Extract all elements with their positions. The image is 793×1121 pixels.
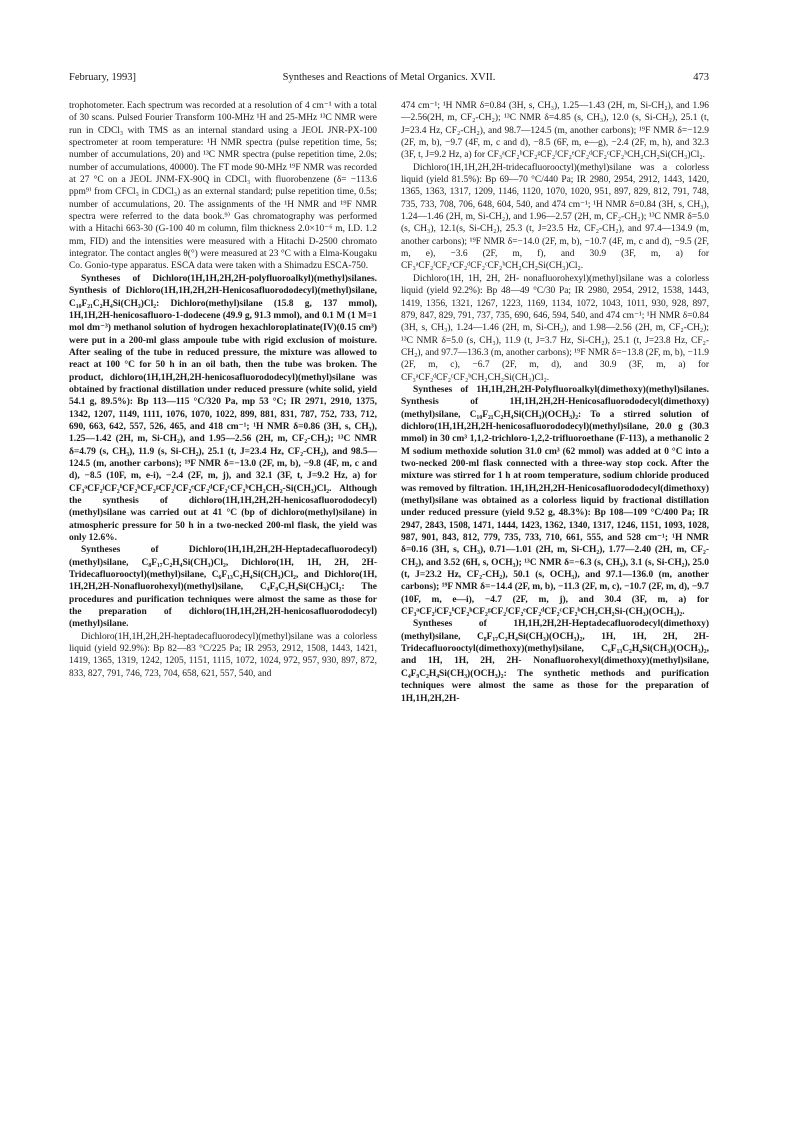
paragraph-dichloro-syntheses-series: Syntheses of Dichloro(1H,1H,2H,2H-Heptadecafluorodecyl)(methyl)silane, C₈F₁₇C₂H₄Si(CH₃)Cl₂, Dichloro(1H, 1H, 2H, 2H- Tridecafluorooctyl)(methyl)silane, C₆F₁₃C₂H₄Si(CH₃)Cl₂, and Dichloro(1H, 1H,2H,2H-Nonafluorohexyl)(methyl)silane, C₄F₉C₂H₄Si(CH₃)Cl₂: The procedures and purification techniques were almost the same as those for the preparation of dichloro(1H,1H,2H,2H-henicosafluorododecyl)(methyl)silane. xyxy=(69,545,377,630)
paragraph-nonafluorohexyl: Dichloro(1H, 1H, 2H, 2H- nonafluorohexyl)(methyl)silane was a colorless liquid (yield 92.2%): Bp 48—49 °C/30 Pa; IR 2980, 2954, 2912, 1538, 1443, 1419, 1356, 1321, 1267, 1223, 1169, 1134, 1072, 1043, 1011, 930, 928, 897, 879, 847, 829, 791, 737, 735, 690, 646, 594, 540, and 474 cm⁻¹; ¹H NMR δ=0.84 (3H, s, CH₃), 1.24—1.46 (2H, m, Si-CH₂), and 1.98—2.56 (2H, m, CF₂-CH₂); ¹³C NMR δ=5.0 (s, CH₃), 11.9 (t, J=3.7 Hz, Si-CH₂), 25.1 (t, J=23.8 Hz, CF₂-CH₂), and 97.7—136.3 (m, another carbons); ¹⁹F NMR δ=−13.8 (2F, m, b), −11.9 (2F, m, c), −6.7 (2F, m, d), and 30.9 (3F, m, a) for CF₃ᵃCF₂ᵈCF₂ᶜCF₂ᵇCH₂CH₂Si(CH₃)Cl₂. xyxy=(401,273,709,383)
header-title: Syntheses and Reactions of Metal Organics. XVII. xyxy=(282,72,496,83)
right-column xyxy=(401,100,709,705)
paragraph-dimethoxy-synthesis: Syntheses of 1H,1H,2H,2H-Polyfluoroalkyl(dimethoxy)(methyl)silanes. Synthesis of 1H,1H,2H,2H-Henicosafluorododecyl(dimethoxy)(methyl)silane, C₁₀F₂₁C₂H₄Si(CH₃)(OCH₃)₂: To a stirred solution of dichloro(1H,1H,2H,2H-henicosafluorododecyl)(methyl)silane, 20.0 g (30.3 mmol) in 30 cm³ 1,1,2-trichloro-1,2,2-trifluoroethane (F-113), a methanolic 2 M sodium methoxide solution 31.0 cm³ (62 mmol) was added at 0 °C into a two-necked 200-ml flask connected with a three-way stop cock. After the mixture was stirred for 1 h at room temperature, sodium chloride produced was removed by filtration. 1H,1H,2H,2H-Henicosafluorododecyl(dimethoxy)(methyl)silane was obtained as a colorless liquid by fractional distillation under reduced pressure (yield 9.52 g, 48.3%): Bp 108—109 °C/400 Pa; IR 2947, 2843, 1508, 1471, 1444, 1423, 1362, 1340, 1317, 1246, 1151, 1093, 1028, 987, 901, 843, 812, 779, 735, 733, 710, 661, 555, and 528 cm⁻¹; ¹H NMR δ=0.16 (3H, s, CH₃), 0.71—1.01 (2H, m, Si-CH₂), 1.77—2.40 (2H, m, CF₂-CH₂), and 3.52 (6H, s, OCH₃); ¹³C NMR δ=−6.3 (s, CH₃), 3.1 (s, Si-CH₂), 25.0 (t, J=23.2 Hz, CF₂-CH₂), 50.1 (s, OCH₃), and 97.1—136.0 (m, another carbons); ¹⁹F NMR δ=−14.4 (2F, m, b), −11.3 (2F, m, c), −10.7 (2F, m, d), −9.7 (10F, m, e—i), −4.7 (2F, m, j), and 30.4 (3F, m, a) for CF₃ᵃCF₂ʲCF₂ⁱCF₂ʰCF₂ᵍCF₂ᶠCF₂ᵉCF₂ᵈCF₂ᶜCF₂ᵇCH₂CH₂Si-(CH₃)(OCH₃)₂. xyxy=(401,384,709,618)
paragraph-heptadecafluorodecyl-cont: 474 cm⁻¹; ¹H NMR δ=0.84 (3H, s, CH₃), 1.25—1.43 (2H, m, Si-CH₂), and 1.96—2.56(2H, m, CF₂-CH₂); ¹³C NMR δ=4.85 (s, CH₃), 12.0 (s, Si-CH₂), 25.1 (t, J=23.4 Hz, CF₂-CH₂), and 98.7—124.5 (m, another carbons); ¹⁹F NMR δ=−12.9 (2F, m, b), −9.7 (4F, m, c and d), −8.5 (6F, m, e—g), −2.4 (2F, m, h), and 32.3 (3F, t, J=9.2 Hz, a) for CF₃ᵃCF₂ʰCF₂ᵍCF₂ᶠCF₂ᵉCF₂ᵈCF₂ᶜCF₂ᵇCH₂CH₂Si(CH₃)Cl₂. xyxy=(401,101,709,161)
paragraph-dimethoxy-syntheses-series: Syntheses of 1H,1H,2H,2H-Heptadecafluorodecyl(dimethoxy)(methyl)silane, C₈F₁₇C₂H₄Si(CH₃)(OCH₃)₂, 1H, 1H, 2H, 2H- Tridecafluorooctyl(dimethoxy)(methyl)silane, C₆F₁₃C₂H₄Si(CH₃)(OCH₃)₂, and 1H, 1H, 2H, 2H- Nonafluorohexyl(dimethoxy)(methyl)silane, C₄F₉C₂H₄Si(CH₃)(OCH₃)₂: The synthetic methods and purification techniques were almost the same as those for the preparation of 1H,1H,2H,2H- xyxy=(401,619,709,704)
paragraph-dichloro-synthesis: Syntheses of Dichloro(1H,1H,2H,2H-polyfluoroalkyl)(methyl)silanes. Synthesis of Dichloro(1H,1H,2H,2H-Henicosafluorododecyl)(methyl)silane, C₁₀F₂₁C₂H₄Si(CH₃)Cl₂: Dichloro(methyl)silane (15.8 g, 137 mmol), 1H,1H,2H-henicosafluoro-1-dodecene (49.9 g, 91.3 mmol), and 0.1 M (1 M=1 mol dm⁻³) methanol solution of hydrogen hexachloroplatinate(IV)(0.15 cm³) were put in a 200-ml glass ampoule tube with rigid exclusion of moisture. After sealing of the tube in reduced pressure, the mixture was allowed to react at 100 °C for 50 h in an oil bath, then the tube was broken. The product, dichloro(1H,1H,2H,2H-henicosafluorododecyl)(methyl)silane was obtained by fractional distillation under reduced pressure (white solid, yield 54.1 g, 89.5%): Bp 113—115 °C/320 Pa, mp 53 °C; IR 2971, 2910, 1375, 1342, 1207, 1149, 1111, 1076, 1070, 1022, 899, 881, 831, 787, 752, 733, 712, 690, 663, 642, 557, 526, 465, and 418 cm⁻¹; ¹H NMR δ=0.86 (3H, s, CH₃), 1.25—1.42 (2H, m, Si-CH₂), and 1.95—2.56 (2H, m, CF₂-CH₂); ¹³C NMR δ=4.79 (s, CH₃), 11.9 (s, Si-CH₂), 25.1 (t, J=23.4 Hz, CF₂-CH₂), and 98.5—124.5 (m, another carbons); ¹⁹F NMR δ=−13.0 (2F, m, b), −9.8 (4F, m, c and d), −8.5 (10F, m, e-i), −2.4 (2F, m, j), and 32.1 (3F, t, J=9.2 Hz, a) for CF₃ᵃCF₂ʲCF₂ⁱCF₂ʰCF₂ᵍCF₂ᶠCF₂ᵉCF₂ᵈCF₂ᶜCF₂ᵇCH₂CH₂-Si(CH₃)Cl₂. Although the synthesis of dichloro(1H,1H,2H,2H-henicosafluorododecyl)(methyl)silane was carried out at 41 °C (bp of dichloro(methyl)silane) in atmospheric pressure for 50 h in a two-necked 200-ml flask, the yield was only 12.6%. xyxy=(69,273,377,544)
header-date: February, 1993] xyxy=(69,72,136,83)
paragraph-tridecafluorooctyl: Dichloro(1H,1H,2H,2H-tridecafluorooctyl)(methyl)silane was a colorless liquid (yield 81.5%): Bp 69—70 °C/440 Pa; IR 2980, 2954, 2912, 1443, 1420, 1365, 1363, 1317, 1209, 1146, 1120, 1070, 1020, 951, 897, 829, 812, 791, 748, 735, 733, 708, 706, 648, 604, 540, and 474 cm⁻¹; ¹H NMR δ=0.84 (3H, s, CH₃), 1.24—1.46 (2H, m, Si-CH₂), and 1.96—2.57 (2H, m, CF₂-CH₂); ¹³C NMR δ=5.0 (s, CH₃), 12.1(s, Si-CH₂), 25.3 (t, J=23.5 Hz, CF₂-CH₂), and 97.4—134.9 (m, another carbons); ¹⁹F NMR δ=−14.0 (2F, m, b), −10.7 (4F, m, c and d), −9.5 (2F, m, e), −3.6 (2F, m, f), and 30.9 (3F, m, a) for CF₃ᵃCF₂ᶠCF₂ᵉCF₂ᵈCF₂ᶜCF₂ᵇCH₂CH₂Si(CH₃)Cl₂. xyxy=(401,162,709,272)
running-header xyxy=(69,72,709,88)
paragraph-heptadecafluorodecyl: Dichloro(1H,1H,2H,2H-heptadecafluorodecyl)(methyl)silane was a colorless liquid (yield 92.9%): Bp 82—83 °C/225 Pa; IR 2953, 2912, 1508, 1443, 1421, 1419, 1365, 1319, 1242, 1205, 1151, 1115, 1072, 1024, 972, 957, 930, 897, 872, 833, 827, 791, 746, 723, 704, 658, 621, 557, 540, and xyxy=(69,631,377,679)
page-number: 473 xyxy=(693,72,709,83)
paragraph-instrumentation: trophotometer. Each spectrum was recorded at a resolution of 4 cm⁻¹ with a total of 30 scans. Pulsed Fourier Transform 100-MHz ¹H and 25-MHz ¹³C NMR were run in CDCl₃ with TMS as an internal standard using a JEOL JNR-PX-100 spectrometer at room temperature: ¹H NMR spectra (pulse repetition time, 5s; number of accumulations, 20) and ¹³C NMR spectra (pulse repetition time, 2.0s; number of accumulations, 40000). The FT mode 90-MHz ¹⁹F NMR was recorded at 27 °C on a JEOL JNM-FX-90Q in CDCl₃ with fluorobenzene (δ= −113.6 ppm⁹⁾ from CFCl₃ in CDCl₃) as an external standard; pulse repetition time, 0.5s; number of accumulations, 20. The assignments of the ¹H NMR and ¹⁹F NMR spectra were referred to the data book.⁹⁾ Gas chromatography was performed with a Hitachi 663-30 (G-100 40 m column, film thickness 2.0×10⁻⁶ m, I.D. 1.2 mm, FID) and the intensities were measured with a Hitachi D-2500 chromato integrator. The contact angles θ(°) were measured at 23 °C with a Elma-Kougaku Co. Gonio-type apparatus. ESCA data were taken with a Shimadzu ESCA-750. xyxy=(69,101,377,272)
left-column xyxy=(69,100,377,680)
